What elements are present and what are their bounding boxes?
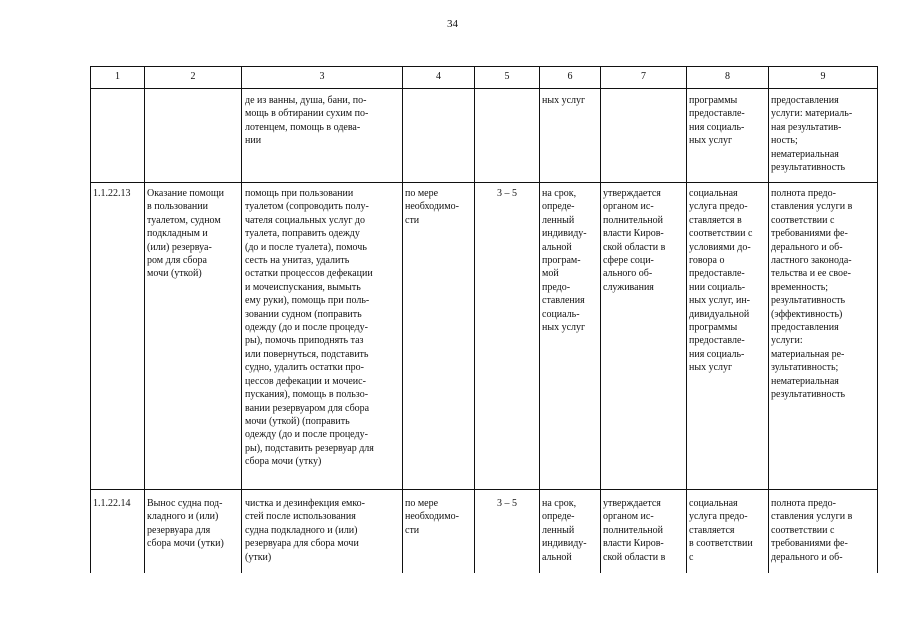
service-term: на срок, опреде- ленный индивиду- альной програм- мой предо- ставления социаль- ных услуг [542, 188, 587, 334]
service-content: де из ванны, душа, бани, по- мощь в обтирании сухим по- лотенцем, помощь в одева- нии [245, 95, 369, 147]
service-cost: 3 – 5 [497, 188, 517, 199]
header-cell: 7 [641, 71, 646, 82]
column-divider [877, 66, 878, 573]
column-divider [241, 66, 242, 573]
column-divider [402, 66, 403, 573]
column-divider [600, 66, 601, 573]
header-cell: 1 [115, 71, 120, 82]
service-period: по мере необходимо- сти [405, 188, 459, 226]
row-divider [90, 489, 877, 490]
column-divider [539, 66, 540, 573]
service-content: чистка и дезинфекция емко- стей после использования судна подкладного и (или) резервуара для сбора мочи (утки) [245, 498, 366, 563]
service-quality: полнота предо- ставления услуги в соответствии с требованиями фе- дерального и об- ластного законода- тельства и ее свое- временность; результативность (эффективность) предоставления услуги: материальная ре- зультативность; нематериальная результативность [771, 188, 853, 401]
service-code: 1.1.22.14 [93, 498, 131, 509]
service-name: Вынос судна под- кладного и (или) резервуара для сбора мочи (утки) [147, 498, 224, 550]
header-cell: 4 [436, 71, 441, 82]
service-quality: полнота предо- ставления услуги в соответствии с требованиями фе- дерального и об- [771, 498, 853, 563]
table-border-top [90, 66, 877, 67]
column-divider [768, 66, 769, 573]
service-conditions: программы предоставле- ния социаль- ных услуг [689, 95, 745, 147]
service-name: Оказание помощи в пользовании туалетом, судном подкладным и (или) резервуа- ром для сбора мочи (уткой) [147, 188, 224, 280]
service-conditions: социальная услуга предо- ставляется в соответствии с условиями до- говора о предоставле- нии социаль- ных услуг, ин- дивидуальной программы предоставле- ния социаль- ных услуг [689, 188, 753, 374]
service-code: 1.1.22.13 [93, 188, 131, 199]
header-cell: 8 [725, 71, 730, 82]
service-cost: 3 – 5 [497, 498, 517, 509]
header-divider [90, 88, 877, 89]
header-cell: 6 [567, 71, 573, 82]
service-standard: утверждается органом ис- полнительной власти Киров- ской области в [603, 498, 666, 563]
column-divider [686, 66, 687, 573]
service-conditions: социальная услуга предо- ставляется в соответствии с [689, 498, 753, 563]
page-number: 34 [447, 18, 458, 30]
header-cell: 3 [319, 71, 325, 82]
row-divider [90, 182, 877, 183]
service-term: на срок, опреде- ленный индивиду- альной [542, 498, 587, 563]
service-content: помощь при пользовании туалетом (сопроводить полу- чателя социальных услуг до туалета, поправить одежду (до и после туалета), помочь сесть на унитаз, удалить остатки процессов дефекации и мочеиспускания, вымыть ему руки), помощь при поль- зовании судном (поправить одежду (до и после процеду- ры), помочь приподнять таз или повернуться, подставить судно, удалить остатки про- цессов дефекации и мочеис- пускания), помощь в пользо- вании резервуаром для сбора мочи (уткой) (поправить одежду (до и после процеду- ры), подставить резервуар для сбора мочи (утку) [245, 188, 374, 468]
service-standard: утверждается органом ис- полнительной власти Киров- ской области в сфере соци- ального об- служивания [603, 188, 666, 293]
column-divider [90, 66, 91, 573]
service-quality: предоставления услуги: материаль- ная результатив- ность; нематериальная результативность [771, 95, 853, 174]
service-term: ных услуг [542, 95, 586, 106]
header-cell: 9 [820, 71, 826, 82]
header-cell: 2 [190, 71, 196, 82]
service-period: по мере необходимо- сти [405, 498, 459, 536]
header-cell: 5 [504, 71, 510, 82]
